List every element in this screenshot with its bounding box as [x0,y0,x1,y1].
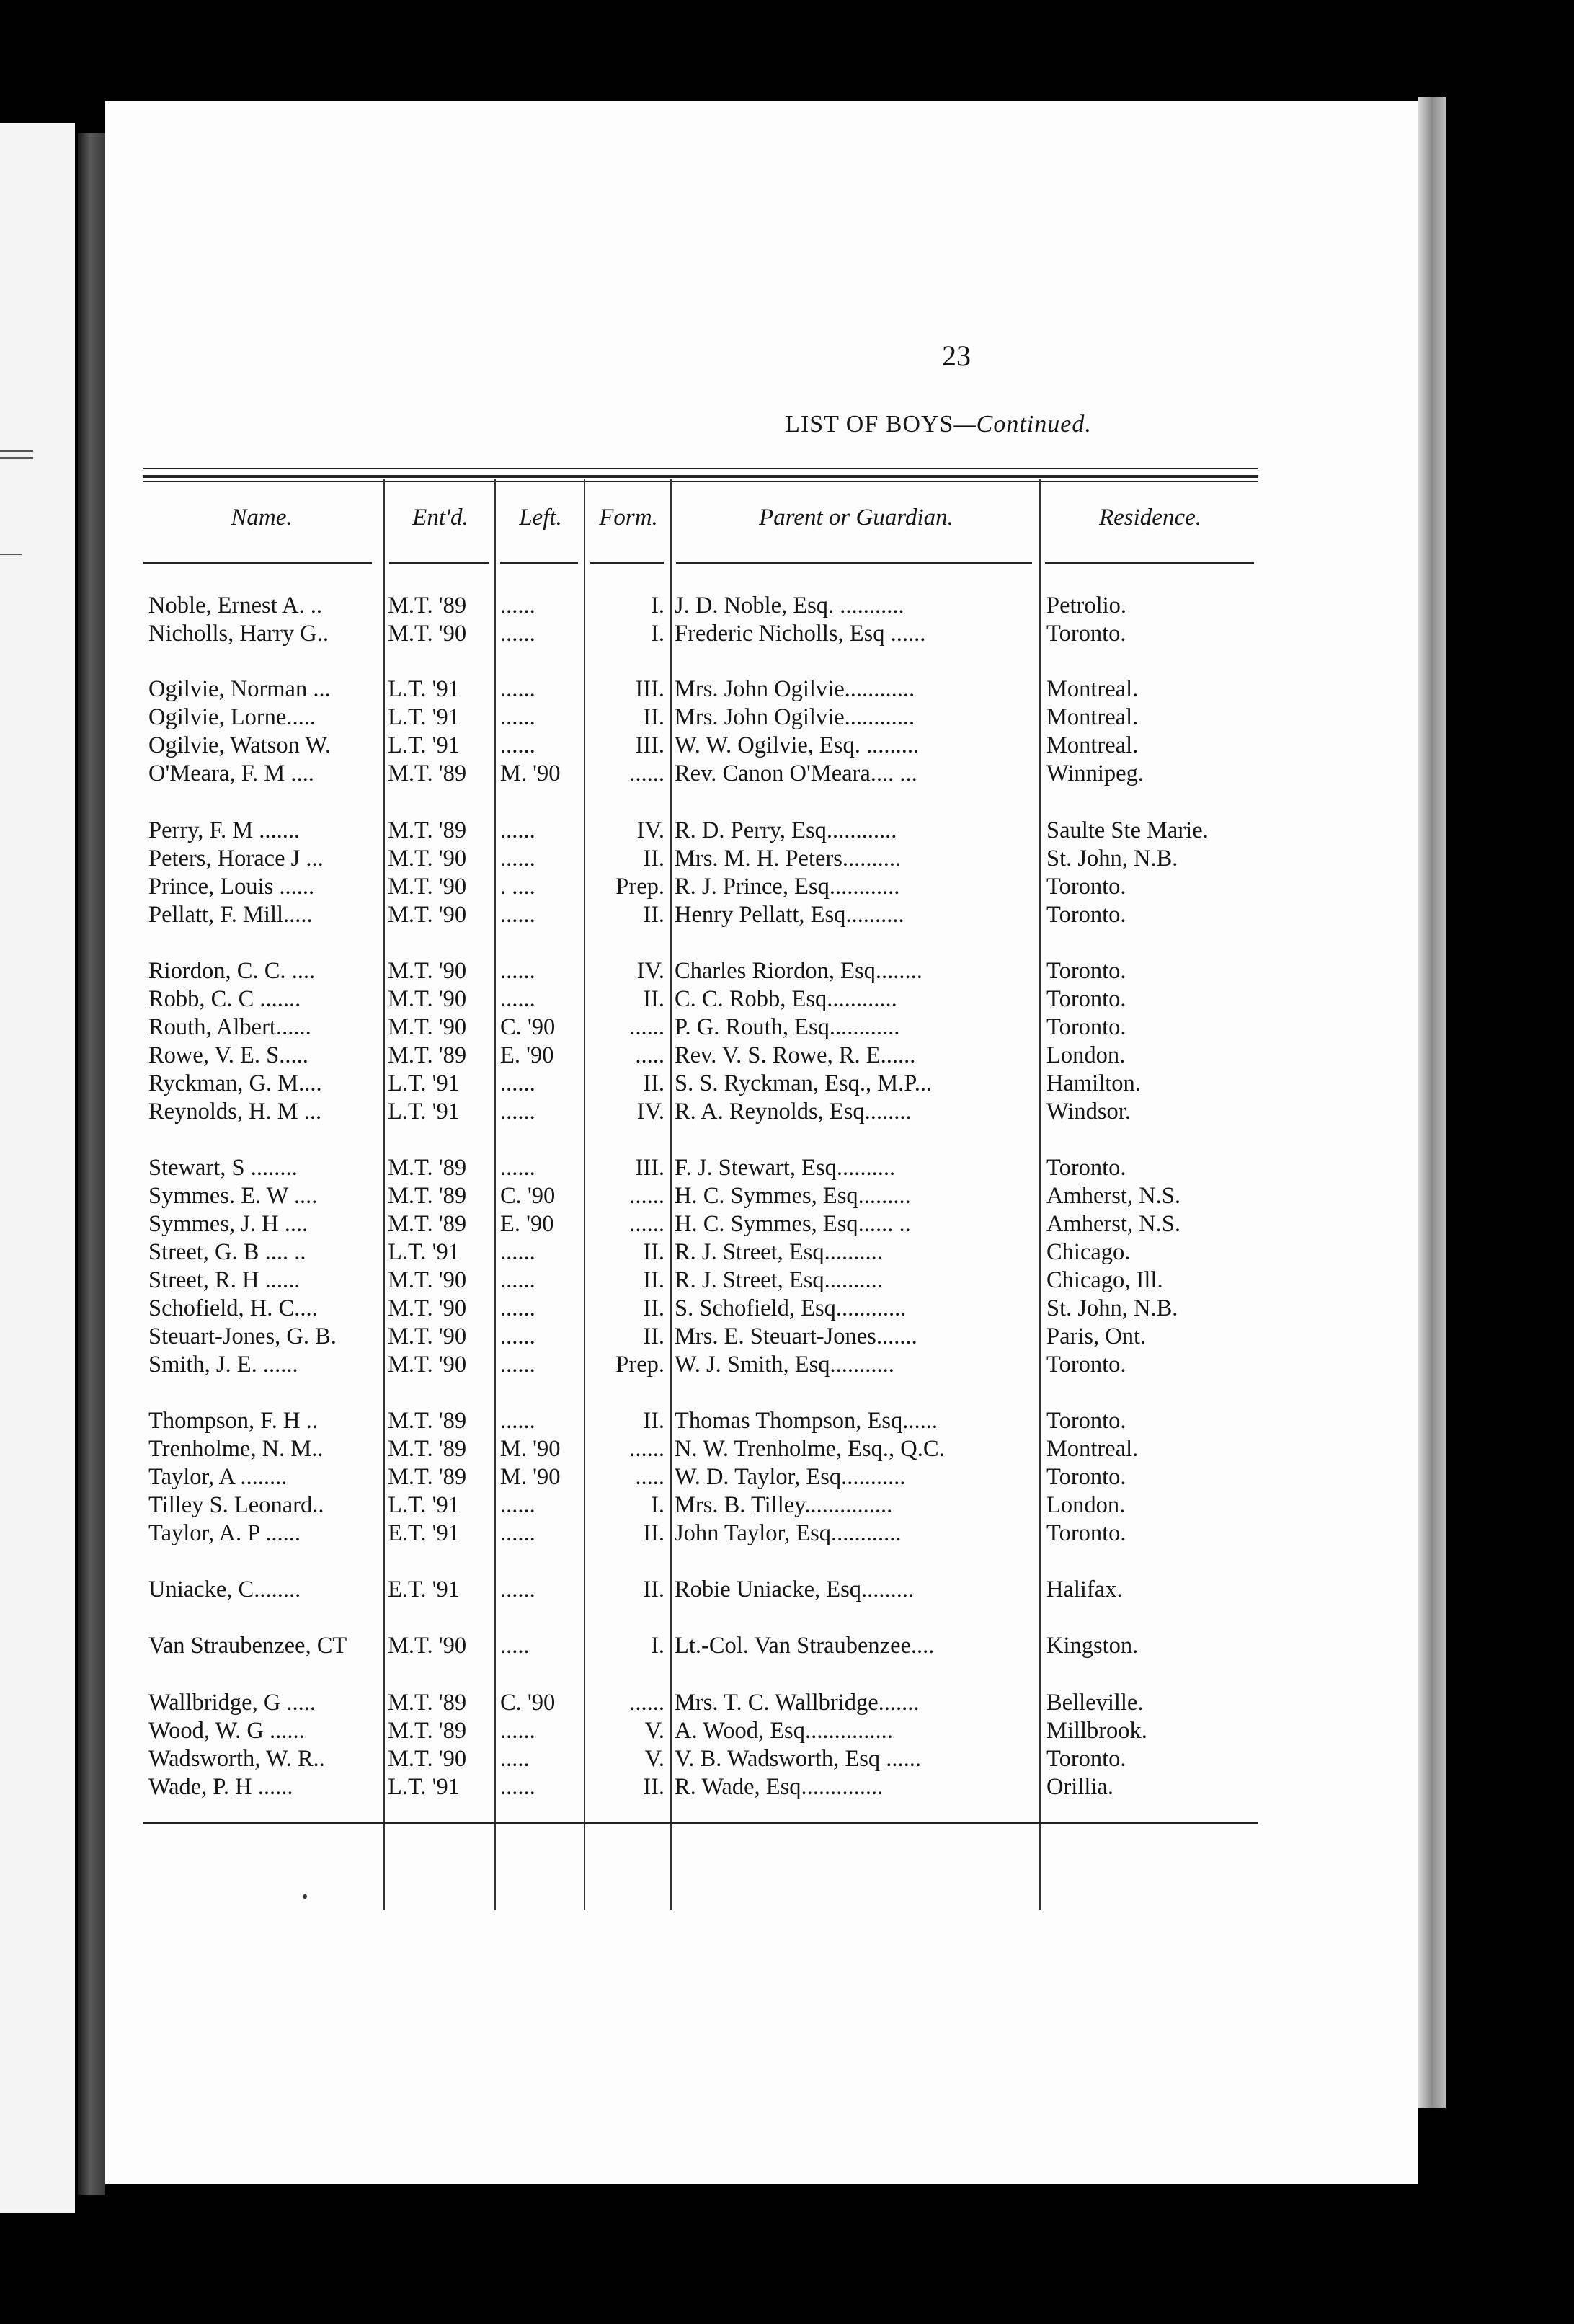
form-level: ..... [635,1464,664,1490]
parent-guardian: Mrs. John Ogilvie............ [675,704,915,730]
left-term: ...... [500,1352,535,1378]
form-level: I. [651,1633,664,1659]
entered-term: E.T. '91 [388,1576,461,1602]
boy-name: Steuart-Jones, G. B. [148,1323,337,1349]
boy-name: Symmes, J. H .... [148,1211,308,1237]
left-term: ..... [500,1633,530,1659]
form-level: I. [651,621,664,647]
form-level: ...... [629,1436,664,1462]
boy-name: Pellatt, F. Mill..... [148,902,313,928]
residence: Toronto. [1046,958,1126,984]
boy-name: Stewart, S ........ [148,1155,298,1181]
entered-term: M.T. '90 [388,986,467,1012]
form-level: II. [643,1576,664,1602]
print-speck [303,1894,307,1899]
parent-guardian: W. J. Smith, Esq........... [675,1352,894,1378]
residence: Toronto. [1046,1408,1126,1434]
form-level: Prep. [615,1352,664,1378]
residence: Toronto. [1046,986,1126,1012]
boy-name: Schofield, H. C.... [148,1295,318,1321]
form-level: II. [643,1323,664,1349]
entered-term: L.T. '91 [388,676,461,702]
parent-guardian: J. D. Noble, Esq. ........... [675,593,904,618]
parent-guardian: R. J. Prince, Esq............ [675,874,900,900]
entered-term: L.T. '91 [388,1099,461,1125]
residence: Montreal. [1046,732,1139,758]
form-level: ...... [629,760,664,786]
top-rule-thin [143,468,1258,469]
entered-term: L.T. '91 [388,704,461,730]
left-term: ...... [500,676,535,702]
residence: Toronto. [1046,874,1126,900]
residence: Toronto. [1046,902,1126,928]
residence: London. [1046,1042,1126,1068]
entered-term: L.T. '91 [388,1239,461,1265]
header-left: Left. [519,505,562,531]
left-term: ...... [500,902,535,928]
entered-term: M.T. '89 [388,1718,467,1744]
left-term: ...... [500,1239,535,1265]
form-level: II. [643,986,664,1012]
left-term: ...... [500,817,535,843]
residence: Montreal. [1046,704,1139,730]
left-term: ...... [500,958,535,984]
residence: Windsor. [1046,1099,1131,1125]
parent-guardian: P. G. Routh, Esq............ [675,1014,900,1040]
header-underline [500,562,578,564]
residence: Amherst, N.S. [1046,1183,1180,1209]
left-term: ...... [500,1323,535,1349]
parent-guardian: Mrs. M. H. Peters.......... [675,846,902,872]
left-term: E. '90 [500,1211,554,1237]
residence: Paris, Ont. [1046,1323,1147,1349]
residence: Toronto. [1046,1746,1126,1772]
parent-guardian: W. W. Ogilvie, Esq. ......... [675,732,920,758]
residence: Toronto. [1046,1014,1126,1040]
parent-guardian: H. C. Symmes, Esq......... [675,1183,911,1209]
parent-guardian: R. J. Street, Esq.......... [675,1267,883,1293]
residence: Toronto. [1046,1155,1126,1181]
residence: Montreal. [1046,676,1139,702]
header-form: Form. [599,505,658,531]
parent-guardian: W. D. Taylor, Esq........... [675,1464,906,1490]
parent-guardian: Mrs. E. Steuart-Jones....... [675,1323,917,1349]
left-term: ...... [500,1070,535,1096]
form-level: IV. [636,1099,664,1125]
entered-term: M.T. '90 [388,1633,467,1659]
boy-name: Thompson, F. H .. [148,1408,318,1434]
parent-guardian: Mrs. T. C. Wallbridge....... [675,1690,920,1716]
left-term: ...... [500,1492,535,1518]
left-term: E. '90 [500,1042,554,1068]
boy-name: Street, R. H ...... [148,1267,301,1293]
form-level: I. [651,593,664,618]
form-level: I. [651,1492,664,1518]
form-level: ..... [635,1042,664,1068]
parent-guardian: A. Wood, Esq............... [675,1718,893,1744]
facing-page-rule [0,450,33,452]
parent-guardian: F. J. Stewart, Esq.......... [675,1155,896,1181]
boy-name: Symmes. E. W .... [148,1183,318,1209]
entered-term: E.T. '91 [388,1520,461,1546]
left-term: C. '90 [500,1690,556,1716]
residence: St. John, N.B. [1046,1295,1178,1321]
bottom-rule [143,1822,1258,1824]
facing-page-rule [0,554,22,555]
parent-guardian: Rev. V. S. Rowe, R. E...... [675,1042,916,1068]
parent-guardian: Mrs. John Ogilvie............ [675,676,915,702]
facing-page-rule [0,457,33,459]
form-level: V. [644,1746,664,1772]
residence: St. John, N.B. [1046,846,1178,872]
form-level: II. [643,1070,664,1096]
boy-name: Peters, Horace J ... [148,846,324,872]
entered-term: M.T. '89 [388,593,467,618]
title-text: LIST OF BOYS [785,411,954,438]
form-level: ...... [629,1690,664,1716]
form-level: II. [643,902,664,928]
parent-guardian: R. Wade, Esq.............. [675,1774,884,1800]
boy-name: Perry, F. M ....... [148,817,301,843]
boy-name: Ryckman, G. M.... [148,1070,322,1096]
parent-guardian: Thomas Thompson, Esq...... [675,1408,938,1434]
book-spine-shadow [78,133,105,2195]
boy-name: Ogilvie, Norman ... [148,676,331,702]
form-level: Prep. [615,874,664,900]
entered-term: M.T. '90 [388,846,467,872]
boy-name: Wadsworth, W. R.. [148,1746,325,1772]
residence: Toronto. [1046,1520,1126,1546]
entered-term: M.T. '89 [388,1436,467,1462]
facing-page [0,123,75,2213]
header-underline [143,562,372,564]
left-term: ...... [500,704,535,730]
left-term: ...... [500,1774,535,1800]
entered-term: L.T. '91 [388,1070,461,1096]
residence: Winnipeg. [1046,760,1144,786]
boy-name: Nicholls, Harry G.. [148,621,329,647]
form-level: II. [643,704,664,730]
parent-guardian: Henry Pellatt, Esq.......... [675,902,904,928]
parent-guardian: Lt.-Col. Van Straubenzee.... [675,1633,935,1659]
form-level: II. [643,1408,664,1434]
boy-name: Noble, Ernest A. .. [148,593,323,618]
left-term: ...... [500,1155,535,1181]
entered-term: M.T. '90 [388,621,467,647]
entered-term: M.T. '89 [388,1155,467,1181]
residence: Montreal. [1046,1436,1139,1462]
entered-term: M.T. '89 [388,760,467,786]
entered-term: M.T. '90 [388,902,467,928]
left-term: ...... [500,1520,535,1546]
boy-name: Taylor, A ........ [148,1464,288,1490]
column-divider [383,479,385,1910]
boy-name: Uniacke, C........ [148,1576,301,1602]
entered-term: M.T. '90 [388,1352,467,1378]
boy-name: Ogilvie, Lorne..... [148,704,316,730]
parent-guardian: N. W. Trenholme, Esq., Q.C. [675,1436,945,1462]
residence: Petrolio. [1046,593,1127,618]
left-term: ...... [500,593,535,618]
residence: Saulte Ste Marie. [1046,817,1209,843]
page-number: 23 [942,340,971,372]
boy-name: Van Straubenzee, CT [148,1633,347,1659]
residence: Toronto. [1046,1352,1126,1378]
form-level: III. [635,732,664,758]
entered-term: M.T. '90 [388,874,467,900]
parent-guardian: R. J. Street, Esq.......... [675,1239,883,1265]
header-parent: Parent or Guardian. [759,505,953,531]
residence: Orillia. [1046,1774,1113,1800]
form-level: IV. [636,817,664,843]
entered-term: M.T. '89 [388,1464,467,1490]
left-term: ...... [500,986,535,1012]
residence: Hamilton. [1046,1070,1141,1096]
left-term: . .... [500,874,535,900]
boy-name: Wade, P. H ...... [148,1774,293,1800]
header-underline [676,562,1032,564]
parent-guardian: R. A. Reynolds, Esq........ [675,1099,912,1125]
parent-guardian: Mrs. B. Tilley............... [675,1492,893,1518]
entered-term: M.T. '89 [388,1408,467,1434]
boy-name: Robb, C. C ....... [148,986,301,1012]
header-underline [590,562,664,564]
header-underline [1045,562,1254,564]
entered-term: L.T. '91 [388,1492,461,1518]
form-level: ...... [629,1183,664,1209]
boy-name: Prince, Louis ...... [148,874,315,900]
form-level: ...... [629,1211,664,1237]
parent-guardian: Frederic Nicholls, Esq ...... [675,621,926,647]
parent-guardian: Charles Riordon, Esq........ [675,958,922,984]
entered-term: M.T. '89 [388,1042,467,1068]
boy-name: Routh, Albert...... [148,1014,311,1040]
entered-term: M.T. '89 [388,1211,467,1237]
boy-name: O'Meara, F. M .... [148,760,314,786]
entered-term: M.T. '89 [388,817,467,843]
document-page [105,101,1418,2184]
boy-name: Trenholme, N. M.. [148,1436,324,1462]
header-underline [389,562,489,564]
residence: Millbrook. [1046,1718,1147,1744]
entered-term: M.T. '90 [388,1323,467,1349]
residence: Halifax. [1046,1576,1123,1602]
entered-term: L.T. '91 [388,1774,461,1800]
left-term: C. '90 [500,1183,556,1209]
left-term: ...... [500,1718,535,1744]
column-divider [1039,479,1041,1910]
left-term: ..... [500,1746,530,1772]
left-term: ...... [500,846,535,872]
entered-term: M.T. '90 [388,1295,467,1321]
parent-guardian: S. S. Ryckman, Esq., M.P... [675,1070,933,1096]
left-term: M. '90 [500,1436,561,1462]
page-edge-shadow [1418,97,1446,2108]
form-level: II. [643,1774,664,1800]
boy-name: Reynolds, H. M ... [148,1099,322,1125]
parent-guardian: R. D. Perry, Esq............ [675,817,897,843]
running-title [105,411,1418,438]
left-term: ...... [500,732,535,758]
form-level: II. [643,1520,664,1546]
top-rule-thin-2 [143,481,1258,482]
boy-name: Street, G. B .... .. [148,1239,306,1265]
parent-guardian: C. C. Robb, Esq............ [675,986,897,1012]
parent-guardian: V. B. Wadsworth, Esq ...... [675,1746,921,1772]
boy-name: Tilley S. Leonard.. [148,1492,324,1518]
header-name: Name. [231,505,293,531]
left-term: ...... [500,1295,535,1321]
form-level: II. [643,1239,664,1265]
left-term: M. '90 [500,1464,561,1490]
parent-guardian: Rev. Canon O'Meara.... ... [675,760,917,786]
left-term: M. '90 [500,760,561,786]
left-term: ...... [500,621,535,647]
form-level: II. [643,1295,664,1321]
boy-name: Smith, J. E. ...... [148,1352,298,1378]
form-level: II. [643,1267,664,1293]
entered-term: M.T. '89 [388,1690,467,1716]
boy-name: Taylor, A. P ...... [148,1520,301,1546]
form-level: III. [635,676,664,702]
residence: London. [1046,1492,1126,1518]
residence: Kingston. [1046,1633,1139,1659]
form-level: IV. [636,958,664,984]
boy-name: Ogilvie, Watson W. [148,732,332,758]
entered-term: L.T. '91 [388,732,461,758]
boy-name: Rowe, V. E. S..... [148,1042,308,1068]
residence: Toronto. [1046,621,1126,647]
left-term: ...... [500,1099,535,1125]
entered-term: M.T. '90 [388,1746,467,1772]
parent-guardian: H. C. Symmes, Esq...... .. [675,1211,911,1237]
header-entered: Ent'd. [412,505,468,531]
column-divider [670,479,672,1910]
residence: Chicago, Ill. [1046,1267,1163,1293]
residence: Belleville. [1046,1690,1144,1716]
boy-name: Wallbridge, G ..... [148,1690,316,1716]
column-divider [494,479,496,1910]
boy-name: Riordon, C. C. .... [148,958,316,984]
form-level: ...... [629,1014,664,1040]
parent-guardian: Robie Uniacke, Esq......... [675,1576,915,1602]
entered-term: M.T. '90 [388,958,467,984]
top-rule-thick [143,475,1258,478]
residence: Toronto. [1046,1464,1126,1490]
form-level: III. [635,1155,664,1181]
title-continued: —Continued. [953,411,1092,438]
boy-name: Wood, W. G ...... [148,1718,305,1744]
form-level: V. [644,1718,664,1744]
parent-guardian: John Taylor, Esq............ [675,1520,902,1546]
entered-term: M.T. '89 [388,1183,467,1209]
left-term: ...... [500,1267,535,1293]
form-level: II. [643,846,664,872]
residence: Amherst, N.S. [1046,1211,1180,1237]
left-term: C. '90 [500,1014,556,1040]
left-term: ...... [500,1408,535,1434]
residence: Chicago. [1046,1239,1131,1265]
entered-term: M.T. '90 [388,1267,467,1293]
header-residence: Residence. [1098,505,1201,531]
parent-guardian: S. Schofield, Esq............ [675,1295,907,1321]
entered-term: M.T. '90 [388,1014,467,1040]
left-term: ...... [500,1576,535,1602]
